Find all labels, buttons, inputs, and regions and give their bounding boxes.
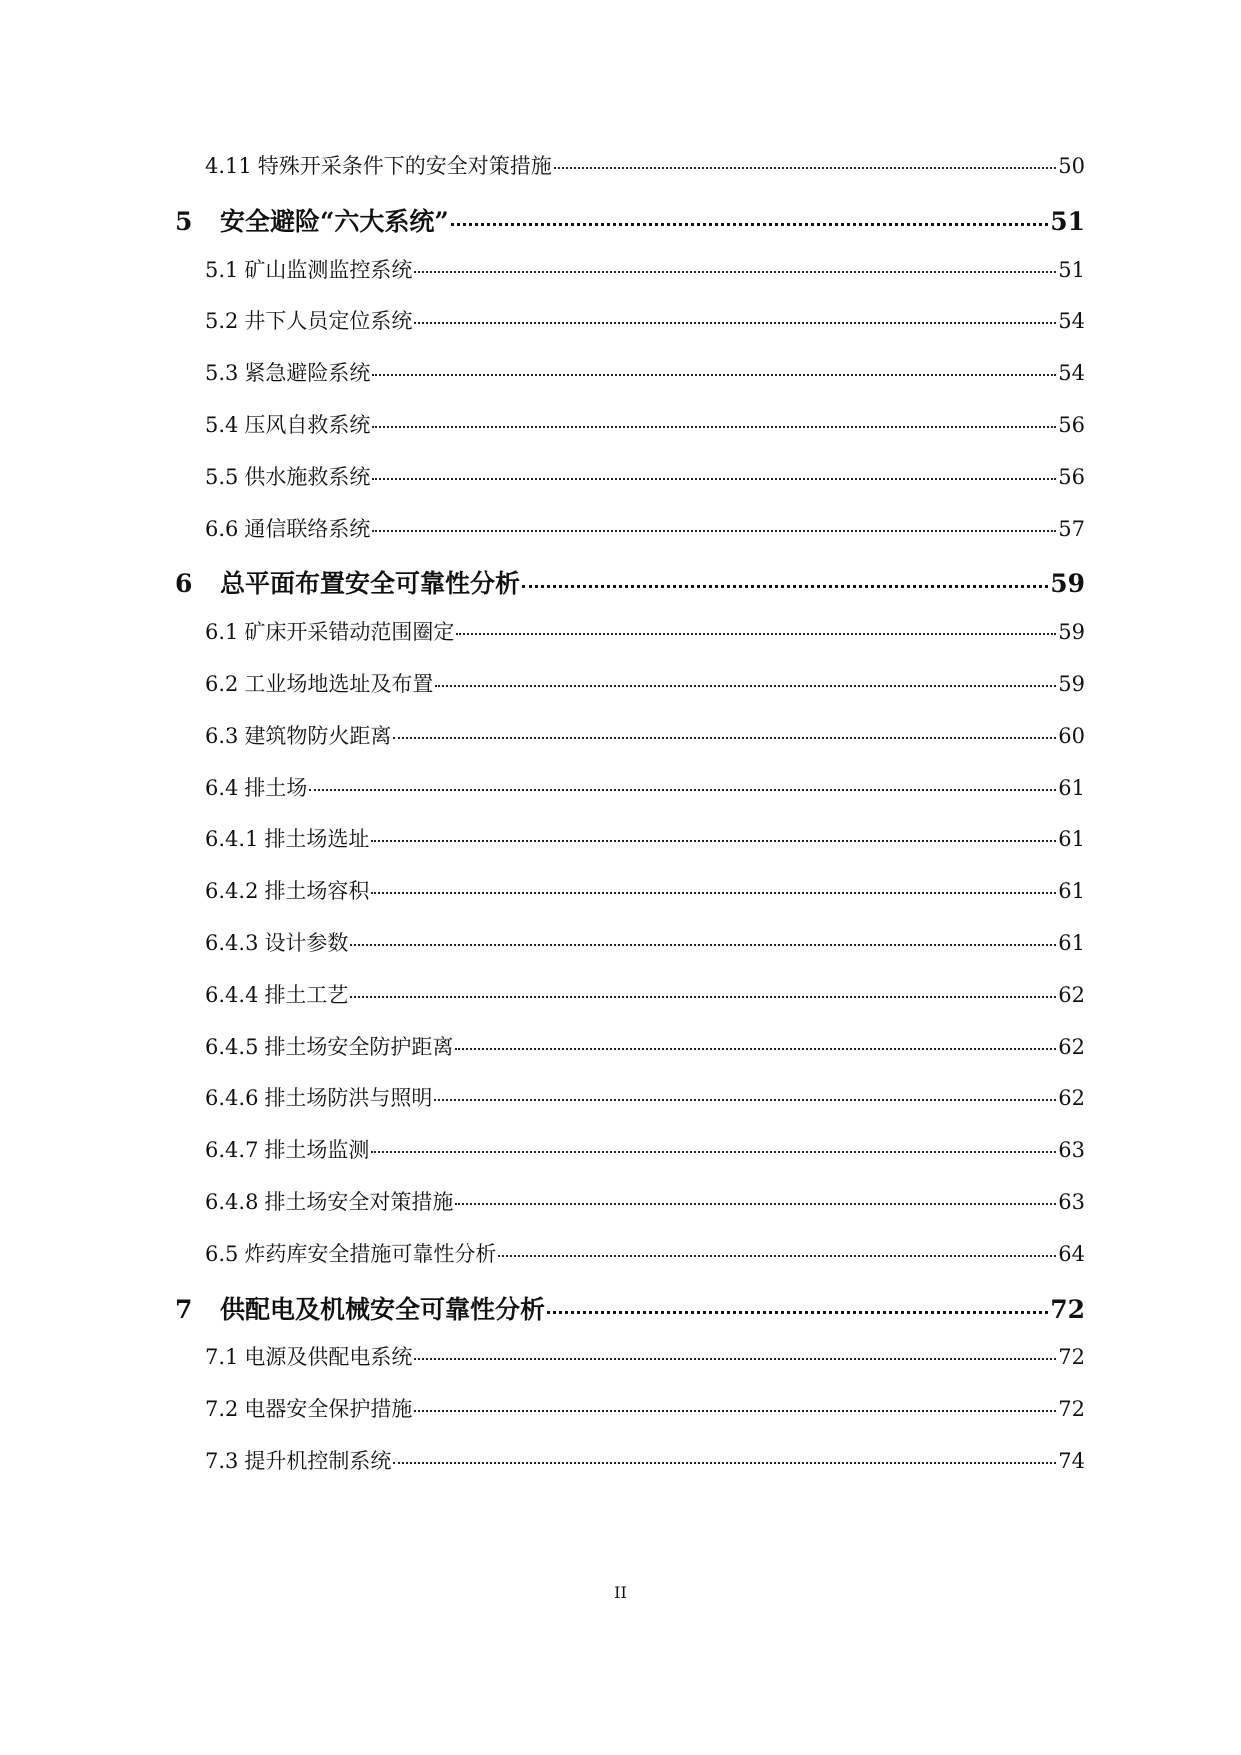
toc-entry[interactable]	[205, 772, 1085, 802]
toc-entry-title: 供配电及机械安全可靠性分析	[220, 1294, 546, 1324]
toc-entry-page: 50	[1058, 154, 1085, 178]
toc-entry-title: 排土场防洪与照明	[264, 1086, 433, 1111]
toc-entry-title: 排土场监测	[264, 1138, 370, 1163]
toc-entry-title: 紧急避险系统	[244, 361, 371, 386]
toc-entry-page: 56	[1058, 464, 1085, 489]
toc-entry-page: 62	[1058, 1086, 1085, 1111]
dot-leader	[455, 1048, 1056, 1050]
toc-entry-number: 4.11	[205, 154, 252, 178]
dot-leader	[451, 223, 1048, 226]
toc-entry-number: 6.4.2	[205, 879, 259, 904]
toc-entry-page: 54	[1058, 309, 1085, 334]
toc-entry[interactable]	[205, 461, 1085, 491]
toc-entry-title: 炸药库安全措施可靠性分析	[244, 1241, 497, 1266]
toc-entry-title: 电器安全保护措施	[244, 1397, 413, 1422]
dot-leader	[498, 1255, 1056, 1257]
dot-leader	[350, 996, 1056, 998]
toc-entry-page: 61	[1058, 879, 1085, 904]
toc-entry-number: 6.5	[205, 1241, 239, 1266]
toc-entry-number: 6	[175, 569, 193, 599]
dot-leader	[371, 892, 1056, 894]
toc-entry[interactable]	[205, 254, 1085, 284]
toc-entry-page: 61	[1058, 775, 1085, 800]
dot-leader	[434, 1099, 1056, 1101]
toc-entry-number: 5.4	[205, 413, 239, 437]
toc-entry-title: 排土场安全对策措施	[264, 1190, 454, 1214]
toc-entry-number: 6.3	[205, 723, 239, 748]
toc-entry-number: 7.1	[205, 1345, 239, 1370]
toc-entry[interactable]	[205, 1186, 1085, 1216]
toc-entry-title: 排土场	[244, 775, 308, 800]
toc-entry-number: 6.4.5	[205, 1034, 259, 1059]
dot-leader	[414, 322, 1056, 324]
toc-entry-title: 工业场地选址及布置	[244, 672, 434, 696]
toc-entry-number: 5	[175, 206, 193, 236]
toc-entry-page: 72	[1050, 1294, 1085, 1324]
toc-entry-title: 排土工艺	[264, 982, 349, 1007]
toc-entry-number: 6.4.7	[205, 1138, 259, 1163]
page-number: II	[614, 1583, 627, 1602]
dot-leader	[522, 585, 1048, 588]
toc-entry-number: 6.1	[205, 620, 239, 645]
toc-entry-page: 60	[1058, 723, 1085, 748]
toc-entry-number: 6.6	[205, 516, 239, 541]
toc-entry[interactable]	[205, 1031, 1085, 1061]
toc-entry-title: 矿山监测监控系统	[244, 257, 413, 282]
toc-entry-page: 56	[1058, 413, 1085, 437]
toc-entry-page: 61	[1058, 931, 1085, 955]
toc-entry-page: 59	[1058, 672, 1085, 696]
toc-entry-title: 电源及供配电系统	[244, 1345, 413, 1370]
toc-entry-number: 6.4.3	[205, 931, 259, 955]
dot-leader	[456, 633, 1056, 635]
toc-entry[interactable]	[175, 564, 1085, 600]
toc-entry-title: 设计参数	[264, 931, 349, 955]
toc-entry[interactable]	[175, 1290, 1085, 1326]
dot-leader	[414, 271, 1056, 273]
dot-leader	[309, 789, 1056, 791]
toc-entry-title: 排土场容积	[264, 879, 370, 904]
dot-leader	[372, 478, 1056, 480]
toc-entry-page: 72	[1058, 1345, 1085, 1370]
toc-entry-title: 总平面布置安全可靠性分析	[220, 569, 521, 599]
toc-entry-number: 7	[175, 1294, 193, 1324]
toc-entry-number: 6.4.8	[205, 1190, 259, 1214]
toc-entry-title: 井下人员定位系统	[244, 309, 413, 334]
dot-leader	[350, 944, 1056, 946]
dot-leader	[372, 530, 1056, 532]
dot-leader	[455, 1203, 1056, 1205]
toc-entry-page: 62	[1058, 1034, 1085, 1059]
toc-entry-number: 5.2	[205, 309, 239, 334]
dot-leader	[547, 1311, 1048, 1314]
toc-entry-number: 5.5	[205, 464, 239, 489]
toc-entry-number: 7.3	[205, 1449, 239, 1473]
toc-entry-title: 排土场选址	[264, 827, 370, 852]
toc-entry-number: 6.4	[205, 775, 239, 800]
toc-entry[interactable]	[205, 305, 1085, 335]
dot-leader	[414, 1358, 1056, 1360]
toc-entry[interactable]	[205, 513, 1085, 543]
toc-entry-title: 供水施救系统	[244, 464, 371, 489]
toc-entry[interactable]	[205, 823, 1085, 853]
toc-entry-number: 6.4.1	[205, 827, 259, 852]
toc-entry[interactable]	[205, 979, 1085, 1009]
toc-entry-title: 矿床开采错动范围圈定	[244, 620, 455, 645]
toc-entry[interactable]	[205, 1238, 1085, 1268]
toc-entry[interactable]	[205, 668, 1085, 698]
toc-entry-page: 72	[1058, 1397, 1085, 1422]
toc-entry[interactable]	[205, 1341, 1085, 1371]
toc-entry-page: 57	[1058, 516, 1085, 541]
toc-entry-title: 提升机控制系统	[244, 1449, 392, 1473]
toc-entry-page: 64	[1058, 1241, 1085, 1266]
toc-entry-number: 6.4.6	[205, 1086, 259, 1111]
dot-leader	[371, 1151, 1056, 1153]
toc-entry[interactable]	[205, 150, 1085, 180]
toc-entry-number: 6.4.4	[205, 982, 259, 1007]
dot-leader	[371, 840, 1056, 842]
toc-entry[interactable]	[205, 927, 1085, 957]
toc-entry[interactable]	[205, 1082, 1085, 1112]
toc-entry-number: 7.2	[205, 1397, 239, 1422]
toc-entry-title: 特殊开采条件下的安全对策措施	[257, 154, 552, 178]
toc-entry-title: 排土场安全防护距离	[264, 1034, 454, 1059]
toc-entry[interactable]	[205, 1393, 1085, 1423]
dot-leader	[554, 167, 1057, 169]
toc-entry-number: 6.2	[205, 672, 239, 696]
dot-leader	[393, 1462, 1056, 1464]
toc-entry[interactable]	[205, 1445, 1085, 1475]
toc-entry-page: 62	[1058, 982, 1085, 1007]
toc-entry-page: 51	[1050, 206, 1085, 236]
toc-entry-page: 63	[1058, 1138, 1085, 1163]
toc-entry-title: 建筑物防火距离	[244, 723, 392, 748]
toc-entry-title: 安全避险“六大系统”	[220, 206, 449, 236]
toc-entry[interactable]	[205, 409, 1085, 439]
dot-leader	[393, 737, 1056, 739]
toc-entry-page: 74	[1058, 1449, 1085, 1473]
toc-entry-page: 51	[1058, 257, 1085, 282]
dot-leader	[372, 374, 1056, 376]
dot-leader	[372, 426, 1056, 428]
toc-entry-page: 63	[1058, 1190, 1085, 1214]
toc-entry[interactable]	[205, 357, 1085, 387]
toc-entry[interactable]	[205, 720, 1085, 750]
toc-entry-number: 5.3	[205, 361, 239, 386]
toc-entry[interactable]	[205, 1134, 1085, 1164]
dot-leader	[414, 1410, 1056, 1412]
toc-entry-number: 5.1	[205, 257, 239, 282]
toc-entry-title: 通信联络系统	[244, 516, 371, 541]
toc-entry-page: 54	[1058, 361, 1085, 386]
toc-entry-page: 59	[1058, 620, 1085, 645]
dot-leader	[435, 685, 1056, 687]
toc-entry[interactable]	[205, 875, 1085, 905]
toc-entry-page: 59	[1050, 569, 1085, 599]
toc-entry-page: 61	[1058, 827, 1085, 852]
toc-entry[interactable]	[205, 616, 1085, 646]
toc-entry[interactable]	[175, 202, 1085, 238]
toc-entry-title: 压风自救系统	[244, 413, 371, 437]
